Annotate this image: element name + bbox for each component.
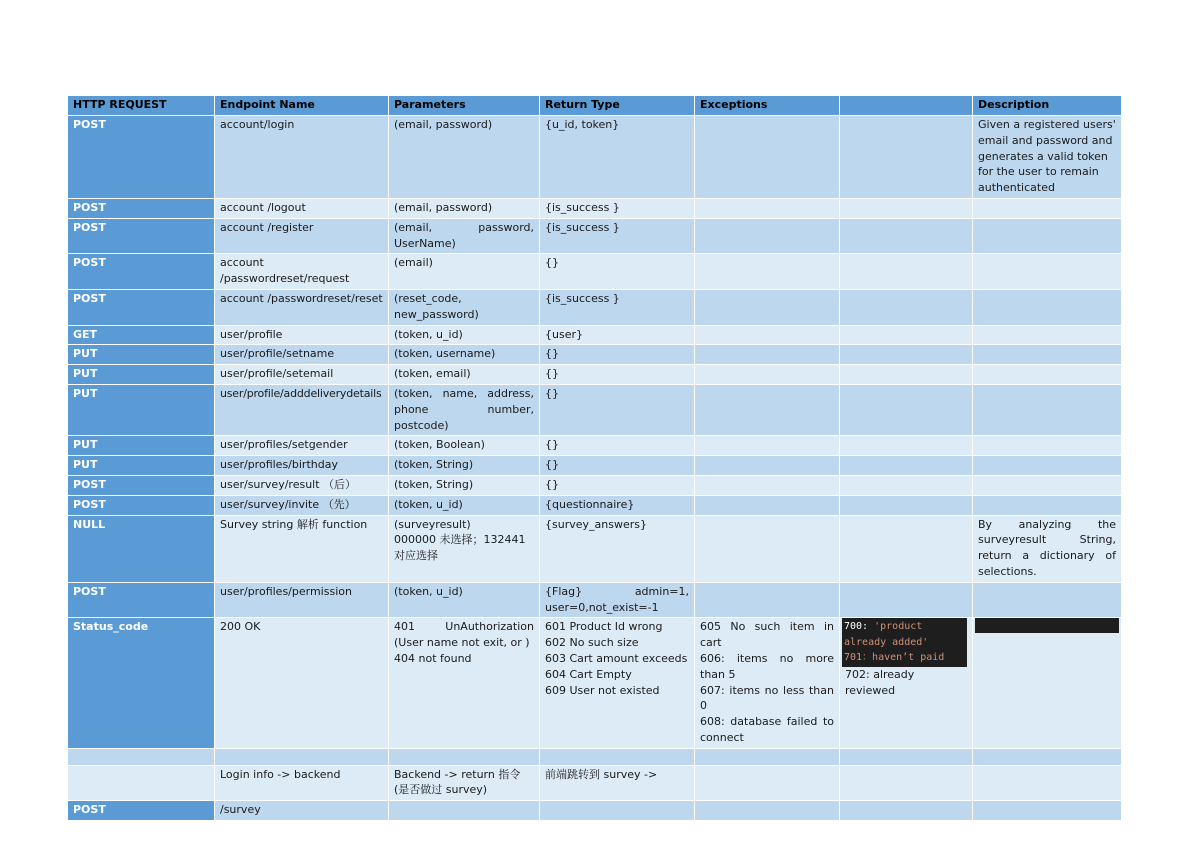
header-http-request: HTTP REQUEST — [68, 96, 215, 116]
description — [973, 365, 1122, 385]
endpoint-name: /survey — [215, 801, 389, 821]
extra-column — [840, 325, 973, 345]
table-row — [68, 456, 1122, 476]
empty-cell — [389, 801, 540, 821]
redacted-bar — [975, 618, 1119, 633]
extra-column — [840, 515, 973, 582]
header-parameters: Parameters — [389, 96, 540, 116]
extra-column — [840, 198, 973, 218]
empty-cell — [215, 748, 389, 765]
table-row — [68, 801, 1122, 821]
empty-row — [68, 748, 1122, 765]
endpoint-name: account /logout — [215, 198, 389, 218]
parameters: (reset_code, new_password) — [389, 289, 540, 325]
return-type: {} — [540, 365, 695, 385]
parameters: (token, email) — [389, 365, 540, 385]
http-method: POST — [68, 198, 215, 218]
parameters: (email) — [389, 254, 540, 290]
extra-column — [840, 436, 973, 456]
parameters: (token, username) — [389, 345, 540, 365]
http-method: PUT — [68, 345, 215, 365]
return-type: {is_success } — [540, 289, 695, 325]
table-row — [68, 475, 1122, 495]
description — [973, 436, 1122, 456]
extra-column — [840, 456, 973, 476]
status-code-label: Status_code — [68, 618, 215, 748]
endpoint-name: user/survey/result （后） — [215, 475, 389, 495]
code-700-key: 700: — [844, 621, 875, 633]
endpoint-name: user/profile/adddeliverydetails — [215, 384, 389, 435]
description — [973, 325, 1122, 345]
status-codes-60x: 601 Product Id wrong 602 No such size 603 Cart amount exceeds 604 Cart Empty 609 User not existed — [540, 618, 695, 748]
exceptions — [695, 495, 840, 515]
return-type: {questionnaire} — [540, 495, 695, 515]
return-type: {survey_answers} — [540, 515, 695, 582]
table-row — [68, 325, 1122, 345]
exceptions — [695, 436, 840, 456]
extra-column — [840, 254, 973, 290]
description — [973, 618, 1122, 748]
code-700-value: 'product already added' — [844, 621, 929, 648]
endpoint-name: user/profiles/birthday — [215, 456, 389, 476]
description — [973, 495, 1122, 515]
parameters: (email, password, UserName) — [389, 218, 540, 254]
table-row — [68, 116, 1122, 199]
return-type: {} — [540, 254, 695, 290]
extra-column — [840, 289, 973, 325]
empty-cell — [540, 801, 695, 821]
parameters: (token, u_id) — [389, 582, 540, 618]
table-row — [68, 218, 1122, 254]
table-row — [68, 365, 1122, 385]
description — [973, 198, 1122, 218]
exceptions — [695, 582, 840, 618]
endpoint-name: user/survey/invite （先） — [215, 495, 389, 515]
table-row — [68, 198, 1122, 218]
code-702: 702: already reviewed — [845, 667, 915, 697]
table-row — [68, 436, 1122, 456]
status-codes-70x — [840, 618, 973, 748]
exceptions — [695, 456, 840, 476]
return-type: {} — [540, 384, 695, 435]
endpoint-name: user/profile/setname — [215, 345, 389, 365]
http-method: NULL — [68, 515, 215, 582]
table-row — [68, 515, 1122, 582]
empty-cell — [973, 765, 1122, 801]
extra-column — [840, 345, 973, 365]
description — [973, 289, 1122, 325]
endpoint-name: account /passwordreset/request — [215, 254, 389, 290]
endpoint-name: user/profiles/setgender — [215, 436, 389, 456]
parameters: (surveyresult) 000000 未选择；132441 对应选择 — [389, 515, 540, 582]
table-row — [68, 495, 1122, 515]
endpoint-name: Survey string 解析 function — [215, 515, 389, 582]
http-method: POST — [68, 801, 215, 821]
api-endpoints-table — [67, 95, 1122, 821]
extra-column — [840, 384, 973, 435]
http-method: PUT — [68, 384, 215, 435]
endpoint-name: account /register — [215, 218, 389, 254]
login-flow-endpoint: Login info -> backend — [215, 765, 389, 801]
status-codes-4xx: 401 UnAuthorization (User name not exit, or ) 404 not found — [389, 618, 540, 748]
empty-cell — [840, 801, 973, 821]
description — [973, 384, 1122, 435]
return-type: {is_success } — [540, 218, 695, 254]
endpoint-name: user/profiles/permission — [215, 582, 389, 618]
endpoint-name: user/profile/setemail — [215, 365, 389, 385]
description — [973, 254, 1122, 290]
empty-cell — [695, 748, 840, 765]
http-method: POST — [68, 475, 215, 495]
table-header-row — [68, 96, 1122, 116]
parameters: (token, String) — [389, 475, 540, 495]
code-snippet — [842, 618, 967, 667]
return-type: {} — [540, 345, 695, 365]
empty-cell — [973, 801, 1122, 821]
extra-column — [840, 116, 973, 199]
description — [973, 218, 1122, 254]
http-method: PUT — [68, 456, 215, 476]
extra-column — [840, 475, 973, 495]
exceptions — [695, 289, 840, 325]
status-codes-exceptions: 605 No such item in cart 606: items no more than 5 607: items no less than 0 608: database failed to connect — [695, 618, 840, 748]
return-type: {} — [540, 456, 695, 476]
return-type: {user} — [540, 325, 695, 345]
return-type: {} — [540, 436, 695, 456]
description — [973, 582, 1122, 618]
parameters: (email, password) — [389, 116, 540, 199]
http-method: POST — [68, 254, 215, 290]
parameters: (token, String) — [389, 456, 540, 476]
empty-cell — [695, 801, 840, 821]
exceptions — [695, 384, 840, 435]
table-row — [68, 345, 1122, 365]
empty-cell — [840, 748, 973, 765]
http-method: POST — [68, 289, 215, 325]
return-type: {} — [540, 475, 695, 495]
http-method: POST — [68, 218, 215, 254]
table-row — [68, 582, 1122, 618]
login-flow-return: 前端跳转到 survey -> — [540, 765, 695, 801]
table-row — [68, 254, 1122, 290]
description — [973, 475, 1122, 495]
table-row — [68, 289, 1122, 325]
empty-cell — [695, 765, 840, 801]
table-row — [68, 765, 1122, 801]
empty-cell — [68, 748, 215, 765]
table-row — [68, 384, 1122, 435]
empty-cell — [389, 748, 540, 765]
extra-column — [840, 218, 973, 254]
login-flow-params: Backend -> return 指令(是否做过 survey) — [389, 765, 540, 801]
return-type: {is_success } — [540, 198, 695, 218]
parameters: (token, u_id) — [389, 325, 540, 345]
exceptions — [695, 116, 840, 199]
exceptions — [695, 218, 840, 254]
parameters: (email, password) — [389, 198, 540, 218]
empty-cell — [973, 748, 1122, 765]
return-type: {u_id, token} — [540, 116, 695, 199]
extra-column — [840, 495, 973, 515]
extra-column — [840, 365, 973, 385]
header-return-type: Return Type — [540, 96, 695, 116]
description: Given a registered users' email and password and generates a valid token for the user to remain authenticated — [973, 116, 1122, 199]
http-method: GET — [68, 325, 215, 345]
header-blank — [840, 96, 973, 116]
http-method: POST — [68, 495, 215, 515]
exceptions — [695, 365, 840, 385]
parameters: (token, name, address, phone number, postcode) — [389, 384, 540, 435]
exceptions — [695, 515, 840, 582]
status-ok: 200 OK — [215, 618, 389, 748]
empty-cell — [68, 765, 215, 801]
exceptions — [695, 254, 840, 290]
status-code-row — [68, 618, 1122, 748]
exceptions — [695, 475, 840, 495]
header-exceptions: Exceptions — [695, 96, 840, 116]
description: By analyzing the surveyresult String, return a dictionary of selections. — [973, 515, 1122, 582]
http-method: POST — [68, 582, 215, 618]
header-endpoint-name: Endpoint Name — [215, 96, 389, 116]
return-type: {Flag} admin=1, user=0,not_exist=-1 — [540, 582, 695, 618]
http-method: PUT — [68, 436, 215, 456]
extra-column — [840, 582, 973, 618]
endpoint-name: user/profile — [215, 325, 389, 345]
http-method: PUT — [68, 365, 215, 385]
endpoint-name: account/login — [215, 116, 389, 199]
http-method: POST — [68, 116, 215, 199]
parameters: (token, Boolean) — [389, 436, 540, 456]
endpoint-name: account /passwordreset/reset — [215, 289, 389, 325]
header-description: Description — [973, 96, 1122, 116]
description — [973, 345, 1122, 365]
exceptions — [695, 325, 840, 345]
exceptions — [695, 345, 840, 365]
parameters: (token, u_id) — [389, 495, 540, 515]
description — [973, 456, 1122, 476]
empty-cell — [840, 765, 973, 801]
code-701: 701：haven’t paid — [844, 652, 945, 664]
exceptions — [695, 198, 840, 218]
empty-cell — [540, 748, 695, 765]
